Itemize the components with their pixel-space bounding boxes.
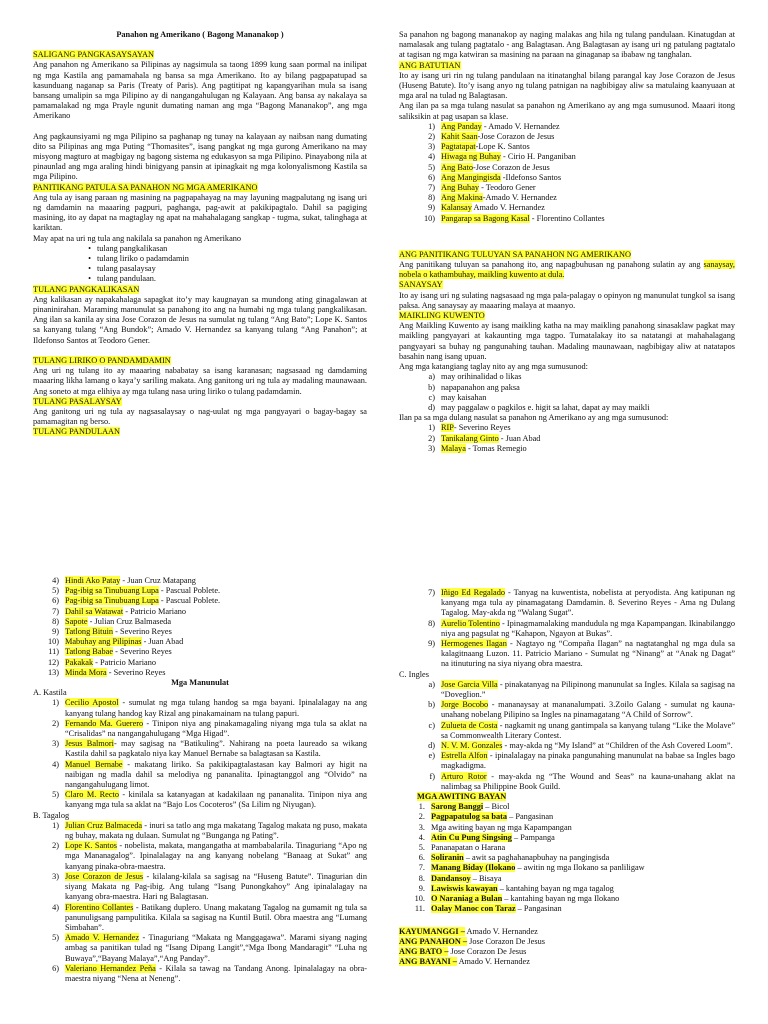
paragraph: Ang kalikasan ay napakahalaga sapagkat ito’y may kaugnayan sa mundong ating ginagalawan at pinaninirahan. Maraming manunulat sa panahong ito ang na humabi ng mga tulang pangkalikasan. Ang ilan sa kanila ay sina Jose Corazon de Jesus na sumulat ng tulang “Ang Bato”; Lope K. Santos sa kanyang tulang “Ang Bundok”; Amado V. Hernandez sa kanyang tulang “Ang Panahon”; at Ildefonso Santos at Teodoro Gener. [33, 294, 367, 345]
paragraph: Sa panahon ng bagong mananakop ay naging malakas ang hila ng tulang pandulaan. Kinatugdan at namalasak ang tulang pagtatalo - ang Balagtasan. Ang Balagtasan ay isang uri ng patulang pagtatalo at tagisan ng mga katwiran sa masining na paraan na ginaganap sa ibabaw ng tanghalan. [399, 30, 735, 60]
list-item: 3) Pagtatapat-Lope K. Santos [428, 142, 530, 152]
poems-list [399, 122, 735, 224]
traits-list [399, 372, 735, 413]
page2-right-column [399, 588, 735, 967]
list-item: 4) Florentino Collantes - Batikang duplero. Unang makatang Tagalog na gumamit ng tula sa panunuligsang pampulitika. Kilala sa sagisag na Kuntil Butil. Obra maestra ang “Lumang Simbahan”. [52, 902, 367, 932]
list-item: 9. Lawiswis kawayan – kantahing bayan ng mga tagalog [418, 883, 614, 893]
section-heading: ANG PANITIKANG TULUYAN SA PANAHON NG AMERIKANO [399, 249, 632, 259]
list-item: 2. Pagpapatulog sa bata – Pangasinan [418, 812, 554, 822]
list-item: c) Zulueta de Costa - nagkamit ng unang gantimpala sa kanyang tulang “Like the Molave” sa Commonwealth Literary Contest. [428, 720, 736, 740]
list-item: 4) Hindi Ako Patay - Juan Cruz Matapang [52, 576, 196, 585]
list-item: 1) RIP- Severino Reyes [428, 423, 511, 433]
list-item: 9) Tatlong Bituin - Severino Reyes [52, 627, 172, 637]
list-item: 5) Ang Bato-Jose Corazon de Jesus [428, 162, 550, 172]
dula-list-continued [33, 576, 367, 678]
paragraph: Ang ganitong uri ng tula ay nagsasalaysay o nag-uulat ng mga pangyayari o bagay-bagay sa pamamagitan ng berso. [33, 406, 367, 427]
awiting-bayan-list [399, 802, 735, 914]
page-title: Panahon ng Amerikano ( Bagong Mananakop ) [116, 30, 284, 39]
list-item: 9) Kalansay Amado V. Hernandez [428, 203, 545, 213]
subsection-label: B. Tagalog [33, 810, 70, 820]
list-item: c) may kaisahan [428, 392, 487, 402]
list-item: KAYUMANGGI – Amado V. Hernandez [399, 926, 538, 936]
paragraph: Ang panitikang tuluyan sa panahong ito, ang napagbuhusan ng panahong sulatin ay ang sanaysay, nobela o kathambuhay, maikling kuwento at dula. [399, 260, 735, 280]
list-item: 4. Atin Cu Pung Singsing – Pampanga [418, 832, 555, 842]
paragraph: Ang uri ng tulang ito ay maaaring nababatay sa isang karanasan; nagsasaad ng damdaming maaaring likha lamang o kaya’y sariling makata. Ang ganitong uri ng tula ay madaling maunawaan. Ang soneto at mga elihiya ay mga tulang nasa uring liriko o tulang padamdamin. [33, 366, 367, 396]
list-item: 11) Tatlong Babae - Severino Reyes [48, 647, 172, 657]
list-item: ANG BAYANI – Amado V. Hernandez [399, 957, 530, 967]
list-item: 5) Amado V. Hernandez - Tinaguriang “Makata ng Manggagawa”. Marami siyang naging ambag sa panitikan tulad ng “Isang Dipang Langit”,“Mga Ibong Mandaragit” “Luha ng Buwaya”,“Bayang Malaya”,“Ang Panday”. [52, 933, 367, 963]
list-item: a) Jose Garcia Villa - pinakatanyag na Pilipinong manunulat sa Ingles. Kilala sa sagisag na “Doveglion.” [428, 679, 735, 700]
list-item: 3) Malaya - Tomas Remegio [428, 443, 527, 453]
paragraph: Ang mga katangiang taglay nito ay ang mga sumusunod: [399, 362, 588, 372]
list-item: • tulang liriko o padamdamin [88, 254, 189, 264]
list-item: 12) Pakakak - Patricio Mariano [47, 657, 157, 667]
list-item: 6) Valeriano Hernandez Peña - Kilala sa tawag na Tandang Anong. Ipinalalagay na obra-maestra niyang “Nena at Neneng”. [52, 963, 368, 983]
list-item: 10) Mabuhay ang Pilipinas - Juan Abad [47, 637, 184, 647]
list-item: 3) Jose Corazon de Jesus - kilalang-kilala sa sagisag na “Huseng Batute”. Tinagurian din siyang Makata ng Pag-ibig. Ang tulang “Isang Punongkahoy” Ang ipinalalagay na kanyang obra-maestra. Hari ng Balagtasan. [52, 871, 367, 902]
list-item: 1) Julian Cruz Balmaceda - inuri sa tatlo ang mga makatang Tagalog makata ng puso, makata ng buhay, makata ng dulaan. Sumulat ng “Bunganga ng Pating”. [52, 820, 368, 841]
paragraph: Ang ilan pa sa mga tulang nasulat sa panahon ng Amerikano ay ang mga sumusunod. Maaari itong saliksikin at pag usapan sa klase. [399, 101, 735, 121]
ingles-writers-list [399, 680, 735, 792]
list-item: 3) Jesus Balmori- may sagisag na “Batikuling”. Nahirang na poeta laureado sa wikang Kastila dahil sa pagkatalo niya kay Manuel Bernabe sa balagtasan sa Kastila. [52, 739, 367, 759]
list-item: a) may orihinalidad o likas [428, 372, 522, 382]
list-item: 7. Manang Biday (Ilokano – awitin ng mga Ilokano sa panliligaw [418, 863, 645, 873]
list-item: 7) Iñigo Ed Regalado - Tanyag na kuwentista, nobelista at peryodista. Ang katipunan ng kanyang mga tula ay pinamagatang Damdamin. 8. Severino Reyes - Ama ng Dulang Tagalog. May-akda ng “Walang Sugat”. [428, 588, 735, 618]
list-item: 7) Ang Buhay - Teodoro Gener [428, 183, 536, 193]
list-item: ANG BATO – Jose Corazon De Jesus [399, 946, 527, 956]
list-item: 2) Tanikalang Ginto - Juan Abad [428, 433, 541, 443]
section-heading: MGA AWITING BAYAN [417, 792, 507, 802]
dula-list [399, 423, 735, 454]
list-item: 2) Kahit Saan-Jose Corazon de Jesus [428, 132, 555, 142]
list-item: 6) Pag-ibig sa Tinubuang Lupa - Pascual Poblete. [52, 596, 221, 606]
list-item: 13) Minda Mora - Severino Reyes [47, 667, 166, 677]
section-heading: TULANG PANDULAAN [33, 427, 121, 437]
list-item: 10. O Naraniag a Bulan – kantahing bayan ng mga Ilokano [414, 894, 620, 904]
section-heading: TULANG PANGKALIKASAN [33, 284, 140, 294]
list-item: 1) Ang Panday - Amado V. Hernandez [428, 121, 560, 131]
page1-right-column [399, 30, 735, 454]
tagalog-writers-list-continued [399, 588, 735, 670]
subsection-label: A. Kastila [33, 688, 67, 698]
list-item: 2) Fernando Ma. Guerero - Tinipon niya ang pinakamagaling niyang mga tula sa aklat na “Crisalidas” na nangangahulugang “Mga Higad”. [52, 718, 367, 739]
section-heading: SANAYSAY [399, 280, 443, 290]
list-item: f) Arturo Rotor - may-akda ng “The Wound and Seas” na kauna-unahang aklat na nalimbag sa Philippine Book Guild. [429, 771, 736, 791]
list-item: 5. Pananapatan o Harana [418, 843, 506, 853]
extra-poems [399, 927, 735, 968]
list-item: 4) Manuel Bernabe - makatang liriko. Sa pakikipagtalastasan kay Balmori ay higit na naibigan ng madla dahil sa melodiya ng pananalita. Ipinagtanggol ang “Olvido” na nangangahulugang limot. [52, 759, 367, 790]
section-heading: ANG BATUTIAN [399, 60, 461, 70]
list-item: 6) Ang Mangingisda -Ildefonso Santos [428, 172, 562, 182]
section-heading: SALIGANG PANGKASAYSAYAN [33, 50, 155, 60]
paragraph: Ang pagkaunsiyami ng mga Pilipino sa paghanap ng tunay na kalayaan ay naibsan nang dumating dito sa Pilipinas ang mga Puting “Thomasites”, isang pangkat ng mga gurong Amerikano na may misyong magturo at magbigay ng bagong sistema ng edukasyon sa mga Pilipino. Pinayabong nila at pinaunlad ang mga araling hindi binigyang pansin at ipinagkait ng mga kolonyalismong Kastila sa mga Pilipino. [33, 131, 367, 182]
paragraph: May apat na uri ng tula ang nakilala sa panahon ng Amerikano [33, 233, 242, 243]
list-item: e) Estrella Alfon - ipinalalagay na pinaka pangunahing manunulat na babae sa Ingles bago magkadigma. [428, 751, 735, 771]
list-item: 8) Aurelio Tolentino - Ipinagmamalaking mandudula ng mga Kapampangan. Ikinabilanggo niya ang pagsulat ng “Kahapon, Ngayon at Bukas”. [428, 618, 735, 638]
list-item: 7) Dahil sa Watawat - Patricio Mariano [52, 606, 187, 616]
list-item: • tulang pasalaysay [88, 264, 156, 274]
tagalog-writers-list [33, 821, 367, 984]
paragraph: Ito ay isang uri rin ng tulang pandulaan na itinatanghal bilang parangal kay Jose Corazon de Jesus (Huseng Batute). Ito’y isang anyo ng tulang patnigan na nagbibigay aliw sa matulaing kaanyuaan at mga aral na tulad ng Balagtasan. [399, 70, 735, 101]
list-item: 8. Dandansoy – Bisaya [418, 873, 502, 883]
list-item: 2) Lope K. Santos - nobelista, makata, mangangatha at mambabalarila. Tinaguriang “Apo ng mga Mananagalog”. Ipinalalagay na ang kanyang nobelang “Banaag at Sukat” ang kanyang pinaka-obra-maestra. [52, 841, 368, 871]
list-item: 3. Mga awiting bayan ng mga Kapampangan [418, 822, 572, 832]
list-item: 9) Hermogenes Ilagan - Nagtayo ng “Compaña Ilagan” na nagtatanghal ng mga dula sa kalagitnaang Luzon. 11. Patricio Mariano - Sumulat ng “Ninang” at “Anak ng Dagat” na itinuturing na siya niyang obra maestra. [428, 639, 736, 669]
paragraph: Ilan pa sa mga dulang nasulat sa panahon ng Amerikano ay ang mga sumusunod: [399, 413, 669, 423]
list-item: b) Jorge Bocobo - mananaysay at mananalumpati. 3.Zoilo Galang - sumulat ng kauna-unahang nobelang Pilipino sa Ingles na pinamagatang “A Child of Sorrow”. [428, 700, 735, 720]
paragraph: Ang panahon ng Amerikano sa Pilipinas ay nagsimula sa taong 1899 kung saan pormal na inilipat ng mga Kastila ang pamamahala ng bansa sa mga Amerikano. Ito ay bilang pagpapatupad sa kasunduang naganap sa Paris (Treaty of Paris). Ang pagtitipat ng kapangyarihan mula sa isang bansang umalipin sa mga Pilipino ay di nangangahulugan ng Kalayaan. Ang bansa ay nakalaya sa pamamalakad ng mga Prayle ngunit dumating naman ang mga “Bagong Mananakop”, ang mga Amerikano [33, 60, 367, 121]
tula-types-list [33, 244, 367, 285]
section-heading: TULANG LIRIKO O PANDAMDAMIN [33, 355, 171, 365]
paragraph: Ang tula ay isang paraan ng masining na pagpapahayag na may layuning magpalutang ng isang uri ng damdamin na maaaring pagpuri, paghanga, pag-awit at pakikipagtalo. Dahil sa pagiging masining, ito ay dapat na magtaglay ng apat na mahahalagang sangkap - tugma, sukat, talinghaga at kariktan. [33, 192, 367, 233]
paragraph: Ito ay isang uri ng sulating nagsasaad ng mga pala-palagay o opinyon ng manunulat tungkol sa isang paksa. Ang sanaysay ay maaaring malaya at maanyo. [399, 290, 735, 310]
list-item: • tulang pandulaan. [88, 274, 156, 284]
page1-left-column [33, 30, 367, 438]
list-item: • tulang pangkalikasan [88, 243, 168, 253]
section-heading: PANITIKANG PATULA SA PANAHON NG MGA AMERIKANO [33, 182, 258, 192]
list-item: 1. Sarong Banggi – Bicol [418, 802, 510, 812]
list-item: 10) Pangarap sa Bagong Kasal - Florentino Collantes [423, 213, 605, 223]
list-item: 1) Cecilio Apostol - sumulat ng mga tulang handog sa mga bayani. Ipinalalagay na ang kanyang tulang handog kay Rizal ang pinakamainam na tulang papuri. [52, 698, 367, 718]
list-item: ANG PANAHON – Jose Corazon De Jesus [399, 936, 545, 946]
list-item: b) napapanahon ang paksa [428, 382, 520, 392]
section-heading: MAIKLING KUWENTO [399, 311, 485, 321]
list-item: 8) Sapote - Julian Cruz Balmaseda [52, 616, 172, 626]
kastila-writers-list [33, 698, 367, 810]
paragraph: Ang Maikling Kuwento ay isang maikling katha na may maikling panahong sinasaklaw pagkat may maikling pangyayari at kakaunting mga tagpo. Tumatalakay ito sa natatangi at mahahalagang pangyayari sa buhay ng pangunahing tauhan. Madaling maunawaan, nagbibigay aliw at natatapos basahin nang isang upuan. [399, 321, 735, 361]
list-item: 4) Hiwaga ng Buhay - Cirio H. Panganiban [428, 152, 576, 162]
list-item: 11. Oalay Manoc con Taraz – Pangasinan [414, 904, 562, 914]
page2-left-column [33, 576, 367, 984]
subsection-label: C. Ingles [399, 669, 429, 679]
list-item: 6. Soliranin – awit sa paghahanapbuhay na pangingisda [418, 853, 610, 863]
section-title: Mga Manunulat [171, 678, 229, 688]
list-item: 8) Ang Makina-Amado V. Hernandez [428, 193, 557, 203]
section-heading: TULANG PASALAYSAY [33, 396, 122, 406]
list-item: d) may paggalaw o pagkilos e. higit sa lahat, dapat ay may maikli [428, 402, 650, 412]
list-item: d) N. V. M. Gonzales - may-akda ng “My Island” at “Children of the Ash Covered Loom”. [428, 741, 733, 751]
list-item: 5) Claro M. Recto - kinilala sa katanyagan at kadakilaan ng pananalita. Tinipon niya ang kanyang mga tula sa aklat na “Bajo Los Cocoteros” (Sa Lilim ng Niyugan). [52, 790, 367, 810]
list-item: 5) Pag-ibig sa Tinubuang Lupa - Pascual Poblete. [52, 586, 221, 596]
